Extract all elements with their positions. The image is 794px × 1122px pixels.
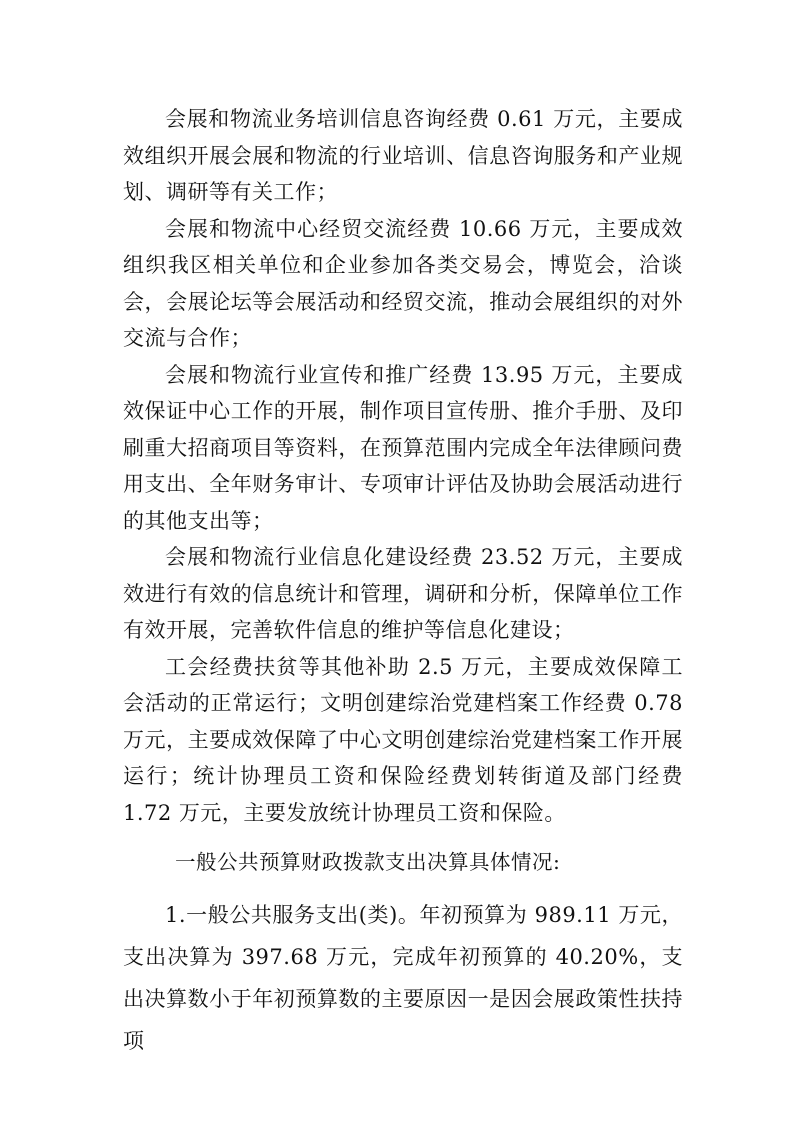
expense-paragraphs — [123, 101, 683, 831]
budget-details — [123, 894, 683, 1062]
paragraph-promotion: 会展和物流行业宣传和推广经费 13.95 万元，主要成效保证中心工作的开展，制作项目宣传册、推介手册、及印刷重大招商项目等资料，在预算范围内完成全年法律顾问费用支出、全年财务审计、专项审计评估及协助会展活动进行的其他支出等； — [123, 362, 683, 533]
paragraph-informatization: 会展和物流行业信息化建设经费 23.52 万元，主要成效进行有效的信息统计和管理，调研和分析，保障单位工作有效开展，完善软件信息的维护等信息化建设； — [123, 545, 683, 642]
paragraph-public-services: 1.一般公共服务支出(类)。年初预算为 989.11 万元，支出决算为 397.68 万元，完成年初预算的 40.20%，支出决算数小于年初预算数的主要原因一是因会展政策性扶持项 — [123, 903, 683, 1053]
paragraph-trade-exchange: 会展和物流中心经贸交流经费 10.66 万元，主要成效组织我区相关单位和企业参加各类交易会，博览会，洽谈会，会展论坛等会展活动和经贸交流，推动会展组织的对外交流与合作； — [123, 216, 683, 350]
paragraph-training-consulting: 会展和物流业务培训信息咨询经费 0.61 万元，主要成效组织开展会展和物流的行业培训、信息咨询服务和产业规划、调研等有关工作； — [123, 107, 683, 204]
paragraph-other-subsidies: 工会经费扶贫等其他补助 2.5 万元，主要成效保障工会活动的正常运行；文明创建综治党建档案工作经费 0.78 万元，主要成效保障了中心文明创建综治党建档案工作开展运行；统计协理员工资和保险经费划转街道及部门经费 1.72 万元，主要发放统计协理员工资和保险。 — [123, 654, 683, 825]
section-heading: 一般公共预算财政拨款支出决算具体情况: — [175, 850, 561, 874]
